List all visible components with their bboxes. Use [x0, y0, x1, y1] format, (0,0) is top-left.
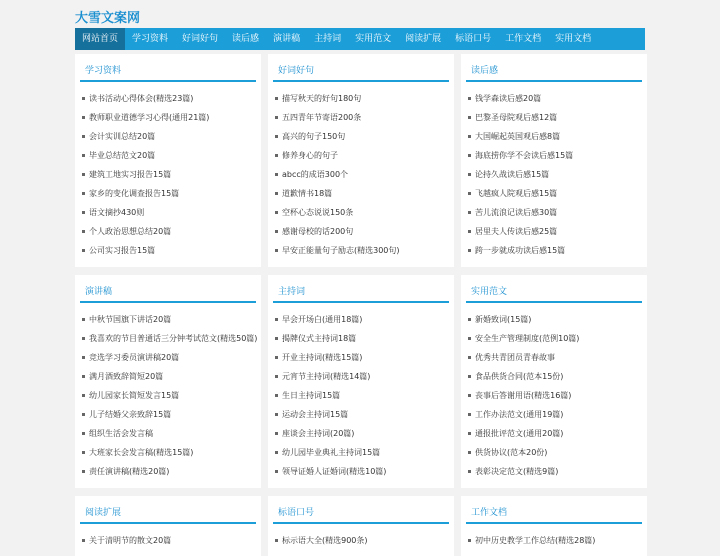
section-header [273, 496, 449, 524]
section-title[interactable]: 主持词 [278, 287, 306, 297]
article-title[interactable]: 描写秋天的好句180句 [282, 94, 362, 103]
article-link[interactable] [461, 405, 647, 424]
bullet-icon [468, 375, 471, 378]
article-link[interactable] [268, 367, 454, 386]
article-link[interactable] [75, 329, 261, 348]
article-title[interactable]: 关于清明节的散文20篇 [89, 536, 172, 545]
bullet-icon [468, 337, 471, 340]
article-title[interactable]: 工作办法范文(通用19篇) [475, 410, 564, 419]
article-link[interactable] [268, 424, 454, 443]
bullet-icon [82, 318, 85, 321]
article-link[interactable] [75, 531, 261, 550]
article-link[interactable] [461, 386, 647, 405]
bullet-icon [275, 539, 278, 542]
article-title[interactable]: 开业主持词(精选15篇) [282, 353, 363, 362]
bullet-icon [82, 356, 85, 359]
article-list [461, 303, 647, 481]
article-title[interactable]: 竞选学习委员演讲稿20篇 [89, 353, 180, 362]
article-title[interactable]: 儿子结婚父亲致辞15篇 [89, 410, 172, 419]
bullet-icon [275, 375, 278, 378]
bullet-icon [275, 470, 278, 473]
article-title[interactable]: 表彰决定范文(精选9篇) [475, 467, 559, 476]
article-title[interactable]: 飞越疯人院观后感15篇 [475, 189, 558, 198]
article-link[interactable] [75, 89, 261, 108]
article-link[interactable] [75, 405, 261, 424]
article-title[interactable]: 海底捞你学不会读后感15篇 [475, 151, 574, 160]
section-title[interactable]: 好词好句 [278, 66, 315, 76]
article-title[interactable]: 责任演讲稿(精选20篇) [89, 467, 170, 476]
article-link[interactable] [461, 348, 647, 367]
section-title[interactable]: 标语口号 [278, 508, 315, 518]
bullet-icon [275, 97, 278, 100]
article-title[interactable]: 供货协议(范本20份) [475, 448, 548, 457]
article-title[interactable]: 论持久战读后感15篇 [475, 170, 550, 179]
article-link[interactable] [75, 222, 261, 241]
bullet-icon [82, 470, 85, 473]
article-title[interactable]: 我喜欢的节目普通话三分钟考试范文(精选50篇) [89, 334, 258, 343]
article-title[interactable]: 标示语大全(精选900条) [282, 536, 368, 545]
section-header [80, 275, 256, 303]
article-title[interactable]: 个人政治思想总结20篇 [89, 227, 172, 236]
article-title[interactable]: 元宵节主持词(精选14篇) [282, 372, 371, 381]
bullet-icon [82, 192, 85, 195]
nav-home[interactable]: 网站首页 [75, 28, 125, 50]
article-title[interactable]: 苦儿流浪记读后感30篇 [475, 208, 558, 217]
article-title[interactable]: 道歉情书18篇 [282, 189, 333, 198]
article-title[interactable]: 幼儿园毕业典礼主持词15篇 [282, 448, 381, 457]
article-link[interactable] [75, 424, 261, 443]
nav-good-words[interactable]: 好词好句 [182, 34, 219, 44]
article-link[interactable] [75, 443, 261, 462]
article-link[interactable] [268, 310, 454, 329]
bullet-icon [468, 432, 471, 435]
bullet-icon [82, 539, 85, 542]
article-link[interactable] [461, 127, 647, 146]
article-link[interactable] [461, 462, 647, 481]
nav-practical[interactable]: 实用范文 [355, 34, 392, 44]
bullet-icon [275, 230, 278, 233]
bullet-icon [275, 356, 278, 359]
article-title[interactable]: 早安正能量句子励志(精选300句) [282, 246, 400, 255]
article-link[interactable] [461, 203, 647, 222]
article-link[interactable] [268, 146, 454, 165]
article-link[interactable] [75, 462, 261, 481]
article-list [75, 82, 261, 260]
article-title[interactable]: 安全生产管理制度(范例10篇) [475, 334, 580, 343]
section-study [75, 54, 261, 267]
bullet-icon [468, 230, 471, 233]
article-title[interactable]: 食品供货合同(范本15份) [475, 372, 564, 381]
article-list [75, 524, 261, 550]
article-title[interactable]: 钱学森读后感20篇 [475, 94, 542, 103]
section-title[interactable]: 演讲稿 [85, 287, 113, 297]
nav-study[interactable]: 学习资料 [132, 34, 169, 44]
section-title[interactable]: 读后感 [471, 66, 499, 76]
article-title[interactable]: 生日主持词15篇 [282, 391, 341, 400]
bullet-icon [275, 211, 278, 214]
section-header [80, 496, 256, 524]
article-title[interactable]: 建筑工地实习报告15篇 [89, 170, 172, 179]
bullet-icon [468, 413, 471, 416]
nav-speeches[interactable]: 演讲稿 [273, 34, 301, 44]
bullet-icon [468, 451, 471, 454]
bullet-icon [275, 249, 278, 252]
bullet-icon [82, 135, 85, 138]
article-title[interactable]: 高兴的句子150句 [282, 132, 346, 141]
section-reviews [461, 54, 647, 267]
article-link[interactable] [268, 531, 454, 550]
article-link[interactable] [75, 310, 261, 329]
article-link[interactable] [75, 165, 261, 184]
site-logo[interactable]: 大雪文案网 [75, 11, 141, 26]
bullet-icon [275, 394, 278, 397]
bullet-icon [468, 154, 471, 157]
article-link[interactable] [268, 348, 454, 367]
bullet-icon [468, 356, 471, 359]
bullet-icon [82, 432, 85, 435]
article-link[interactable] [461, 146, 647, 165]
bullet-icon [275, 116, 278, 119]
section-header [273, 275, 449, 303]
article-link[interactable] [75, 184, 261, 203]
article-title[interactable]: 组织生活会发言稿 [89, 429, 153, 438]
section-title[interactable]: 学习资料 [85, 66, 122, 76]
article-title[interactable]: 早会开场白(通用18篇) [282, 315, 363, 324]
bullet-icon [468, 97, 471, 100]
article-title[interactable]: 家乡的变化调查报告15篇 [89, 189, 180, 198]
section-header [273, 54, 449, 82]
main-nav [75, 28, 645, 50]
article-link[interactable] [75, 108, 261, 127]
bullet-icon [468, 211, 471, 214]
article-link[interactable] [461, 222, 647, 241]
nav-reading[interactable]: 阅读扩展 [405, 34, 442, 44]
bullet-icon [468, 192, 471, 195]
bullet-icon [468, 116, 471, 119]
article-list [461, 82, 647, 260]
article-title[interactable]: 空杯心态说说150条 [282, 208, 354, 217]
article-link[interactable] [75, 127, 261, 146]
section-reading [75, 496, 261, 556]
section-title[interactable]: 工作文档 [471, 508, 508, 518]
article-title[interactable]: 公司实习报告15篇 [89, 246, 156, 255]
nav-host-scripts[interactable]: 主持词 [314, 34, 342, 44]
bullet-icon [468, 539, 471, 542]
section-good-words [268, 54, 454, 267]
article-title[interactable]: 五四青年节寄语200条 [282, 113, 362, 122]
section-slogans [268, 496, 454, 556]
bullet-icon [275, 192, 278, 195]
article-link[interactable] [75, 348, 261, 367]
article-link[interactable] [461, 108, 647, 127]
article-title[interactable]: 座谈会主持词(20篇) [282, 429, 355, 438]
section-header [466, 54, 642, 82]
section-title[interactable]: 实用范文 [471, 287, 508, 297]
article-link[interactable] [268, 184, 454, 203]
section-header [466, 275, 642, 303]
article-link[interactable] [268, 89, 454, 108]
bullet-icon [468, 173, 471, 176]
nav-slogans[interactable]: 标语口号 [455, 34, 492, 44]
article-link[interactable] [268, 462, 454, 481]
article-link[interactable] [268, 443, 454, 462]
article-link[interactable] [268, 127, 454, 146]
bullet-icon [82, 154, 85, 157]
bullet-icon [275, 413, 278, 416]
article-title[interactable]: 会计实训总结20篇 [89, 132, 156, 141]
bullet-icon [468, 470, 471, 473]
bullet-icon [82, 413, 85, 416]
bullet-icon [82, 375, 85, 378]
article-link[interactable] [75, 203, 261, 222]
bullet-icon [275, 154, 278, 157]
nav-reviews[interactable]: 读后感 [232, 34, 260, 44]
article-title[interactable]: 巴黎圣母院观后感12篇 [475, 113, 558, 122]
bullet-icon [275, 432, 278, 435]
section-header [466, 496, 642, 524]
article-title[interactable]: 中秋节国旗下讲话20篇 [89, 315, 172, 324]
article-list [268, 303, 454, 481]
article-title[interactable]: 领导证婚人证婚词(精选10篇) [282, 467, 387, 476]
article-link[interactable] [461, 424, 647, 443]
article-title[interactable]: abcc的成语300个 [282, 170, 349, 179]
article-title[interactable]: 满月酒致辞简短20篇 [89, 372, 164, 381]
bullet-icon [275, 318, 278, 321]
section-host-scripts [268, 275, 454, 488]
article-title[interactable]: 读书活动心得体会(精选23篇) [89, 94, 194, 103]
article-title[interactable]: 感谢母校的话200句 [282, 227, 354, 236]
article-title[interactable]: 优秀共青团员青春故事 [475, 353, 555, 362]
article-title[interactable]: 揭牌仪式主持词18篇 [282, 334, 357, 343]
bullet-icon [82, 451, 85, 454]
article-link[interactable] [461, 367, 647, 386]
article-title[interactable]: 幼儿园家长简短发言15篇 [89, 391, 180, 400]
article-link[interactable] [268, 222, 454, 241]
article-list [461, 524, 647, 550]
article-link[interactable] [75, 367, 261, 386]
bullet-icon [82, 173, 85, 176]
bullet-icon [275, 451, 278, 454]
article-list [268, 524, 454, 550]
section-header [80, 54, 256, 82]
article-title[interactable]: 丧事后答谢用语(精选16篇) [475, 391, 572, 400]
nav-work-docs[interactable]: 工作文档 [505, 34, 542, 44]
article-link[interactable] [268, 405, 454, 424]
bullet-icon [82, 337, 85, 340]
article-link[interactable] [268, 329, 454, 348]
article-link[interactable] [461, 531, 647, 550]
article-link[interactable] [268, 203, 454, 222]
article-title[interactable]: 语文摘抄430则 [89, 208, 145, 217]
bullet-icon [82, 394, 85, 397]
bullet-icon [82, 211, 85, 214]
section-speeches [75, 275, 261, 488]
article-list [268, 82, 454, 260]
section-work-docs [461, 496, 647, 556]
article-title[interactable]: 跨一步就成功读后感15篇 [475, 246, 566, 255]
article-title[interactable]: 教师职业道德学习心得(通用21篇) [89, 113, 210, 122]
article-link[interactable] [461, 329, 647, 348]
article-link[interactable] [268, 386, 454, 405]
bullet-icon [275, 135, 278, 138]
bullet-icon [468, 318, 471, 321]
bullet-icon [468, 135, 471, 138]
article-title[interactable]: 修养身心的句子 [282, 151, 338, 160]
article-title[interactable]: 运动会主持词15篇 [282, 410, 349, 419]
article-title[interactable]: 毕业总结范文20篇 [89, 151, 156, 160]
article-link[interactable] [461, 165, 647, 184]
article-link[interactable] [461, 89, 647, 108]
article-link[interactable] [75, 146, 261, 165]
article-list [75, 303, 261, 481]
nav-practical-docs[interactable]: 实用文档 [555, 34, 592, 44]
article-link[interactable] [268, 165, 454, 184]
article-link[interactable] [75, 386, 261, 405]
article-link[interactable] [461, 241, 647, 260]
article-link[interactable] [461, 310, 647, 329]
article-link[interactable] [461, 184, 647, 203]
article-link[interactable] [75, 241, 261, 260]
bullet-icon [468, 249, 471, 252]
bullet-icon [82, 249, 85, 252]
article-title[interactable]: 居里夫人传读后感25篇 [475, 227, 558, 236]
article-link[interactable] [461, 443, 647, 462]
article-title[interactable]: 大国崛起英国观后感8篇 [475, 132, 561, 141]
article-title[interactable]: 大班家长会发言稿(精选15篇) [89, 448, 194, 457]
bullet-icon [468, 394, 471, 397]
article-title[interactable]: 通报批评范文(通用20篇) [475, 429, 564, 438]
section-title[interactable]: 阅读扩展 [85, 508, 122, 518]
section-practical [461, 275, 647, 488]
bullet-icon [275, 337, 278, 340]
article-title[interactable]: 新婚致词(15篇) [475, 315, 532, 324]
article-link[interactable] [268, 108, 454, 127]
article-link[interactable] [268, 241, 454, 260]
article-title[interactable]: 初中历史教学工作总结(精选28篇) [475, 536, 596, 545]
bullet-icon [82, 97, 85, 100]
bullet-icon [275, 173, 278, 176]
bullet-icon [82, 116, 85, 119]
bullet-icon [82, 230, 85, 233]
